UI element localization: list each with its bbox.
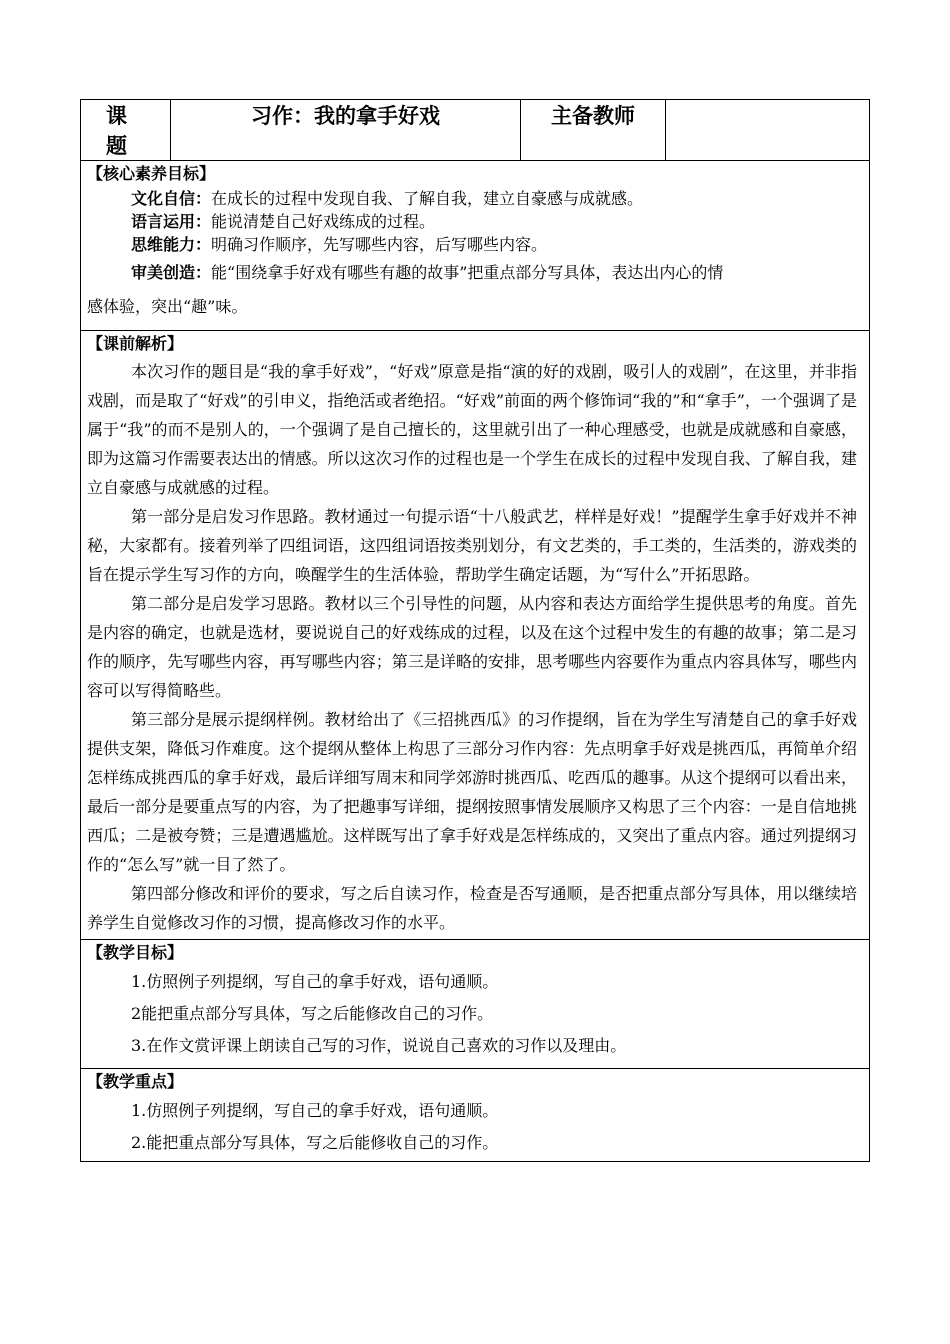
analysis-paragraph: 第三部分是展示提纲样例。教材给出了《三招挑西瓜》的习作提纲，旨在为学生写清楚自己的拿手好戏提供支架，降低习作难度。这个提纲从整体上构思了三部分习作内容：先点明拿手好戏是挑西瓜，再简单介绍怎样练成挑西瓜的拿手好戏，最后详细写周末和同学郊游时挑西瓜、吃西瓜的趣事。从这个提纲可以看出来，最后一部分是要重点写的内容，为了把趣事写详细，提纲按照事情发展顺序又构思了三个内容：一是自信地挑西瓜；二是被夸赞；三是遭遇尴尬。这样既写出了拿手好戏是怎样练成的，又突出了重点内容。通过列提纲习作的“怎么写”就一目了然了。	[87, 710, 857, 874]
core-item	[87, 210, 857, 233]
core-item-text: 能“围绕拿手好戏有哪些有趣的故事”把重点部分写具体，表达出内心的情	[211, 263, 724, 282]
key-points-section	[81, 1069, 870, 1162]
key-point-item: 2.能把重点部分写具体，写之后能修收自己的习作。	[131, 1133, 499, 1152]
core-goals-section	[81, 161, 870, 331]
lesson-title: 习作：我的拿手好戏	[171, 100, 521, 161]
core-item	[87, 233, 857, 256]
analysis-title: 【课前解析】	[87, 334, 184, 353]
teaching-goal-item: 3.在作文赏评课上朗读自己写的习作，说说自己喜欢的习作以及理由。	[131, 1036, 627, 1055]
core-item-key: 语言运用：	[131, 212, 212, 231]
teacher-label: 主备教师	[521, 100, 666, 161]
core-item-text: 感体验，突出“趣”味。	[87, 297, 248, 316]
core-item-key: 审美创造：	[131, 263, 212, 282]
analysis-paragraph: 第四部分修改和评价的要求，写之后自读习作，检查是否写通顺，是否把重点部分写具体，用以继续培养学生自觉修改习作的习惯，提高修改习作的水平。	[87, 884, 857, 932]
core-item	[87, 256, 857, 290]
analysis-paragraph: 第二部分是启发学习思路。教材以三个引导性的问题，从内容和表达方面给学生提供思考的角度。首先是内容的确定，也就是选材，要说说自己的好戏练成的过程，以及在这个过程中发生的有趣的故事；第二是习作的顺序，先写哪些内容，再写哪些内容；第三是详略的安排，思考哪些内容要作为重点内容具体写，哪些内容可以写得简略些。	[87, 594, 857, 700]
key-points-title: 【教学重点】	[87, 1072, 184, 1091]
lesson-plan-table	[80, 99, 870, 1162]
core-goals-row	[81, 161, 870, 331]
analysis-row	[81, 331, 870, 940]
core-item	[87, 290, 857, 330]
core-item	[87, 187, 857, 210]
topic-label: 课 题	[81, 100, 171, 161]
teacher-value	[666, 100, 870, 161]
analysis-section	[81, 331, 870, 940]
key-points-row	[81, 1069, 870, 1162]
core-item-text: 明确习作顺序，先写哪些内容，后写哪些内容。	[211, 235, 548, 254]
lesson-plan-page	[80, 99, 869, 1162]
key-point-item: 1.仿照例子列提纲，写自己的拿手好戏，语句通顺。	[131, 1101, 499, 1120]
core-item-text: 能说清楚自己好戏练成的过程。	[211, 212, 436, 231]
teaching-goals-row	[81, 940, 870, 1069]
analysis-paragraph: 第一部分是启发习作思路。教材通过一句提示语“十八般武艺，样样是好戏！”提醒学生拿手好戏并不神秘，大家都有。接着列举了四组词语，这四组词语按类别划分，有文艺类的，手工类的，生活类的，游戏类的旨在提示学生写习作的方向，唤醒学生的生活体验，帮助学生确定话题，为“写什么”开拓思路。	[87, 507, 857, 584]
header-row	[81, 100, 870, 161]
analysis-paragraph: 本次习作的题目是“我的拿手好戏”，“好戏”原意是指“演的好的戏剧，吸引人的戏剧”，在这里，并非指戏剧，而是取了“好戏”的引申义，指绝活或者绝招。“好戏”前面的两个修饰词“我的”和“拿手”，一个强调了是属于“我”的而不是别人的，一个强调了是自己擅长的，这里就引出了一种心理感受，也就是成就感和自豪感，即为这篇习作需要表达出的情感。所以这次习作的过程也是一个学生在成长的过程中发现自我、了解自我，建立自豪感与成就感的过程。	[87, 362, 857, 497]
teaching-goal-item: 1.仿照例子列提纲，写自己的拿手好戏，语句通顺。	[131, 972, 499, 991]
teaching-goals-title: 【教学目标】	[87, 943, 184, 962]
core-goals-title: 【核心素养目标】	[87, 164, 216, 183]
teaching-goal-item: 2能把重点部分写具体，写之后能修改自己的习作。	[131, 1004, 494, 1023]
core-item-key: 思维能力：	[131, 235, 212, 254]
core-item-key: 文化自信：	[131, 189, 212, 208]
teaching-goals-section	[81, 940, 870, 1069]
core-item-text: 在成长的过程中发现自我、了解自我，建立自豪感与成就感。	[211, 189, 644, 208]
